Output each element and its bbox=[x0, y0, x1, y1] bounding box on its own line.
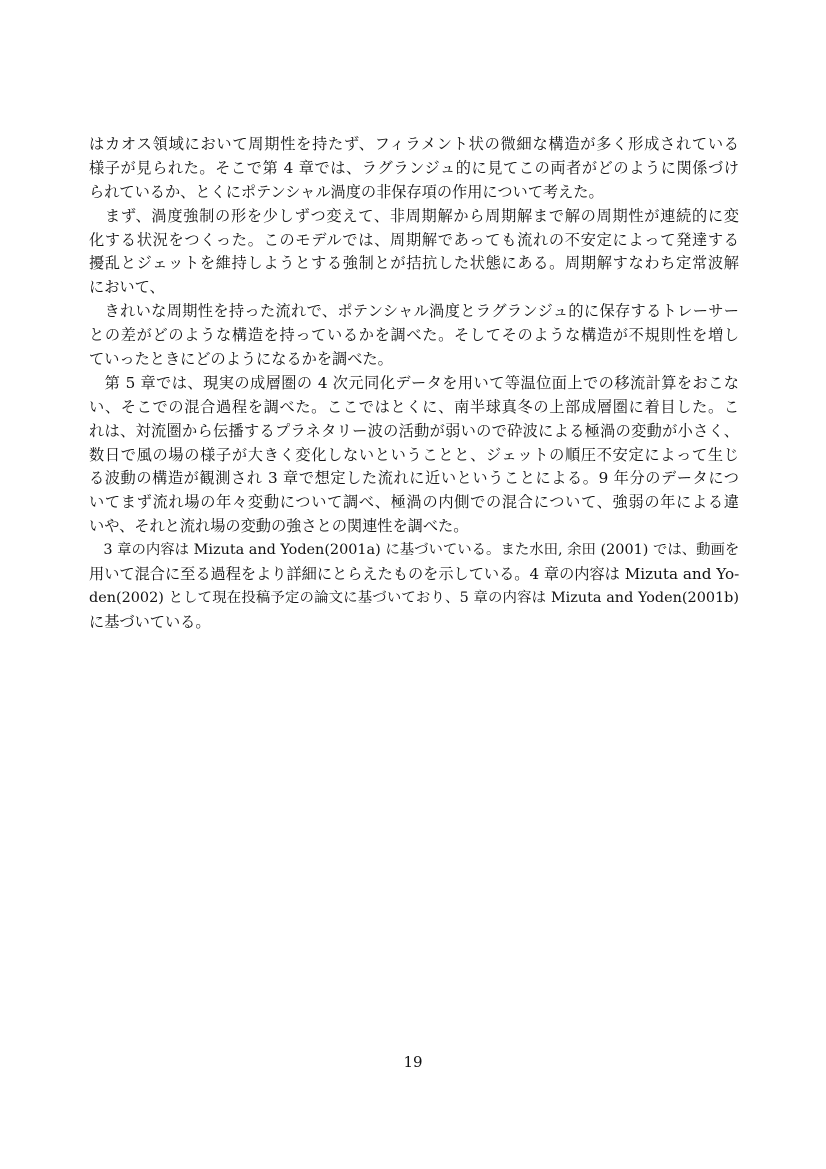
text-line: い、そこでの混合過程を調べた。ここではとくに、南半球真冬の上部成層圏に着目した。こ bbox=[89, 397, 739, 416]
text-line: 3 章の内容は Mizuta and Yoden(2001a) に基づいている。また水田, 余田 (2001) では、動画を bbox=[89, 542, 740, 559]
text-line: 第 5 章では、現実の成層圏の 4 次元同化データを用いて等温位面上での移流計算をおこな bbox=[89, 373, 739, 392]
text-line: に基づいている。 bbox=[89, 612, 211, 631]
text-line: 数日で風の場の様子が大きく変化しないということと、ジェットの順圧不安定によって生じ bbox=[89, 445, 739, 464]
text-line: いてまず流れ場の年々変動について調べ、極渦の内側での混合について、強弱の年による違 bbox=[89, 493, 739, 512]
text-line: において、 bbox=[89, 278, 165, 297]
text-line: den(2002) として現在投稿予定の論文に基づいており、5 章の内容は Mizuta and Yoden(2001b) bbox=[89, 589, 739, 606]
text-line: はカオス領域において周期性を持たず、フィラメント状の微細な構造が多く形成されている bbox=[89, 135, 739, 153]
text-line: まず、渦度強制の形を少しずつ変えて、非周期解から周期解まで解の周期性が連続的に変 bbox=[89, 206, 739, 225]
text-line: る波動の構造が観測され 3 章で想定した流れに近いということによる。9 年分のデータにつ bbox=[89, 469, 739, 488]
text-line: 擾乱とジェットを維持しようとする強制とが拮抗した状態にある。周期解すなわち定常波解 bbox=[89, 254, 739, 273]
page-number: 19 bbox=[403, 1053, 423, 1071]
body-text bbox=[89, 133, 739, 635]
text-line: との差がどのような構造を持っているかを調べた。そしてそのような構造が不規則性を増し bbox=[89, 326, 739, 345]
text-line: いや、それと流れ場の変動の強さとの関連性を調べた。 bbox=[89, 517, 469, 536]
text-line: 様子が見られた。そこで第 4 章では、ラグランジュ的に見てこの両者がどのように関係づけ bbox=[89, 158, 739, 177]
text-line: れは、対流圏から伝播するプラネタリー波の活動が弱いので砕波による極渦の変動が小さく、 bbox=[89, 421, 739, 440]
text-line: 化する状況をつくった。このモデルでは、周期解であっても流れの不安定によって発達する bbox=[89, 230, 739, 249]
text-line: 用いて混合に至る過程をより詳細にとらえたものを示している。4 章の内容は Mizuta and Yo- bbox=[89, 565, 740, 584]
text-line: られているか、とくにポテンシャル渦度の非保存項の作用について考えた。 bbox=[89, 182, 604, 201]
text-line: ていったときにどのようになるかを調べた。 bbox=[89, 350, 393, 369]
text-line: きれいな周期性を持った流れで、ポテンシャル渦度とラグランジュ的に保存するトレーサー bbox=[89, 302, 739, 321]
